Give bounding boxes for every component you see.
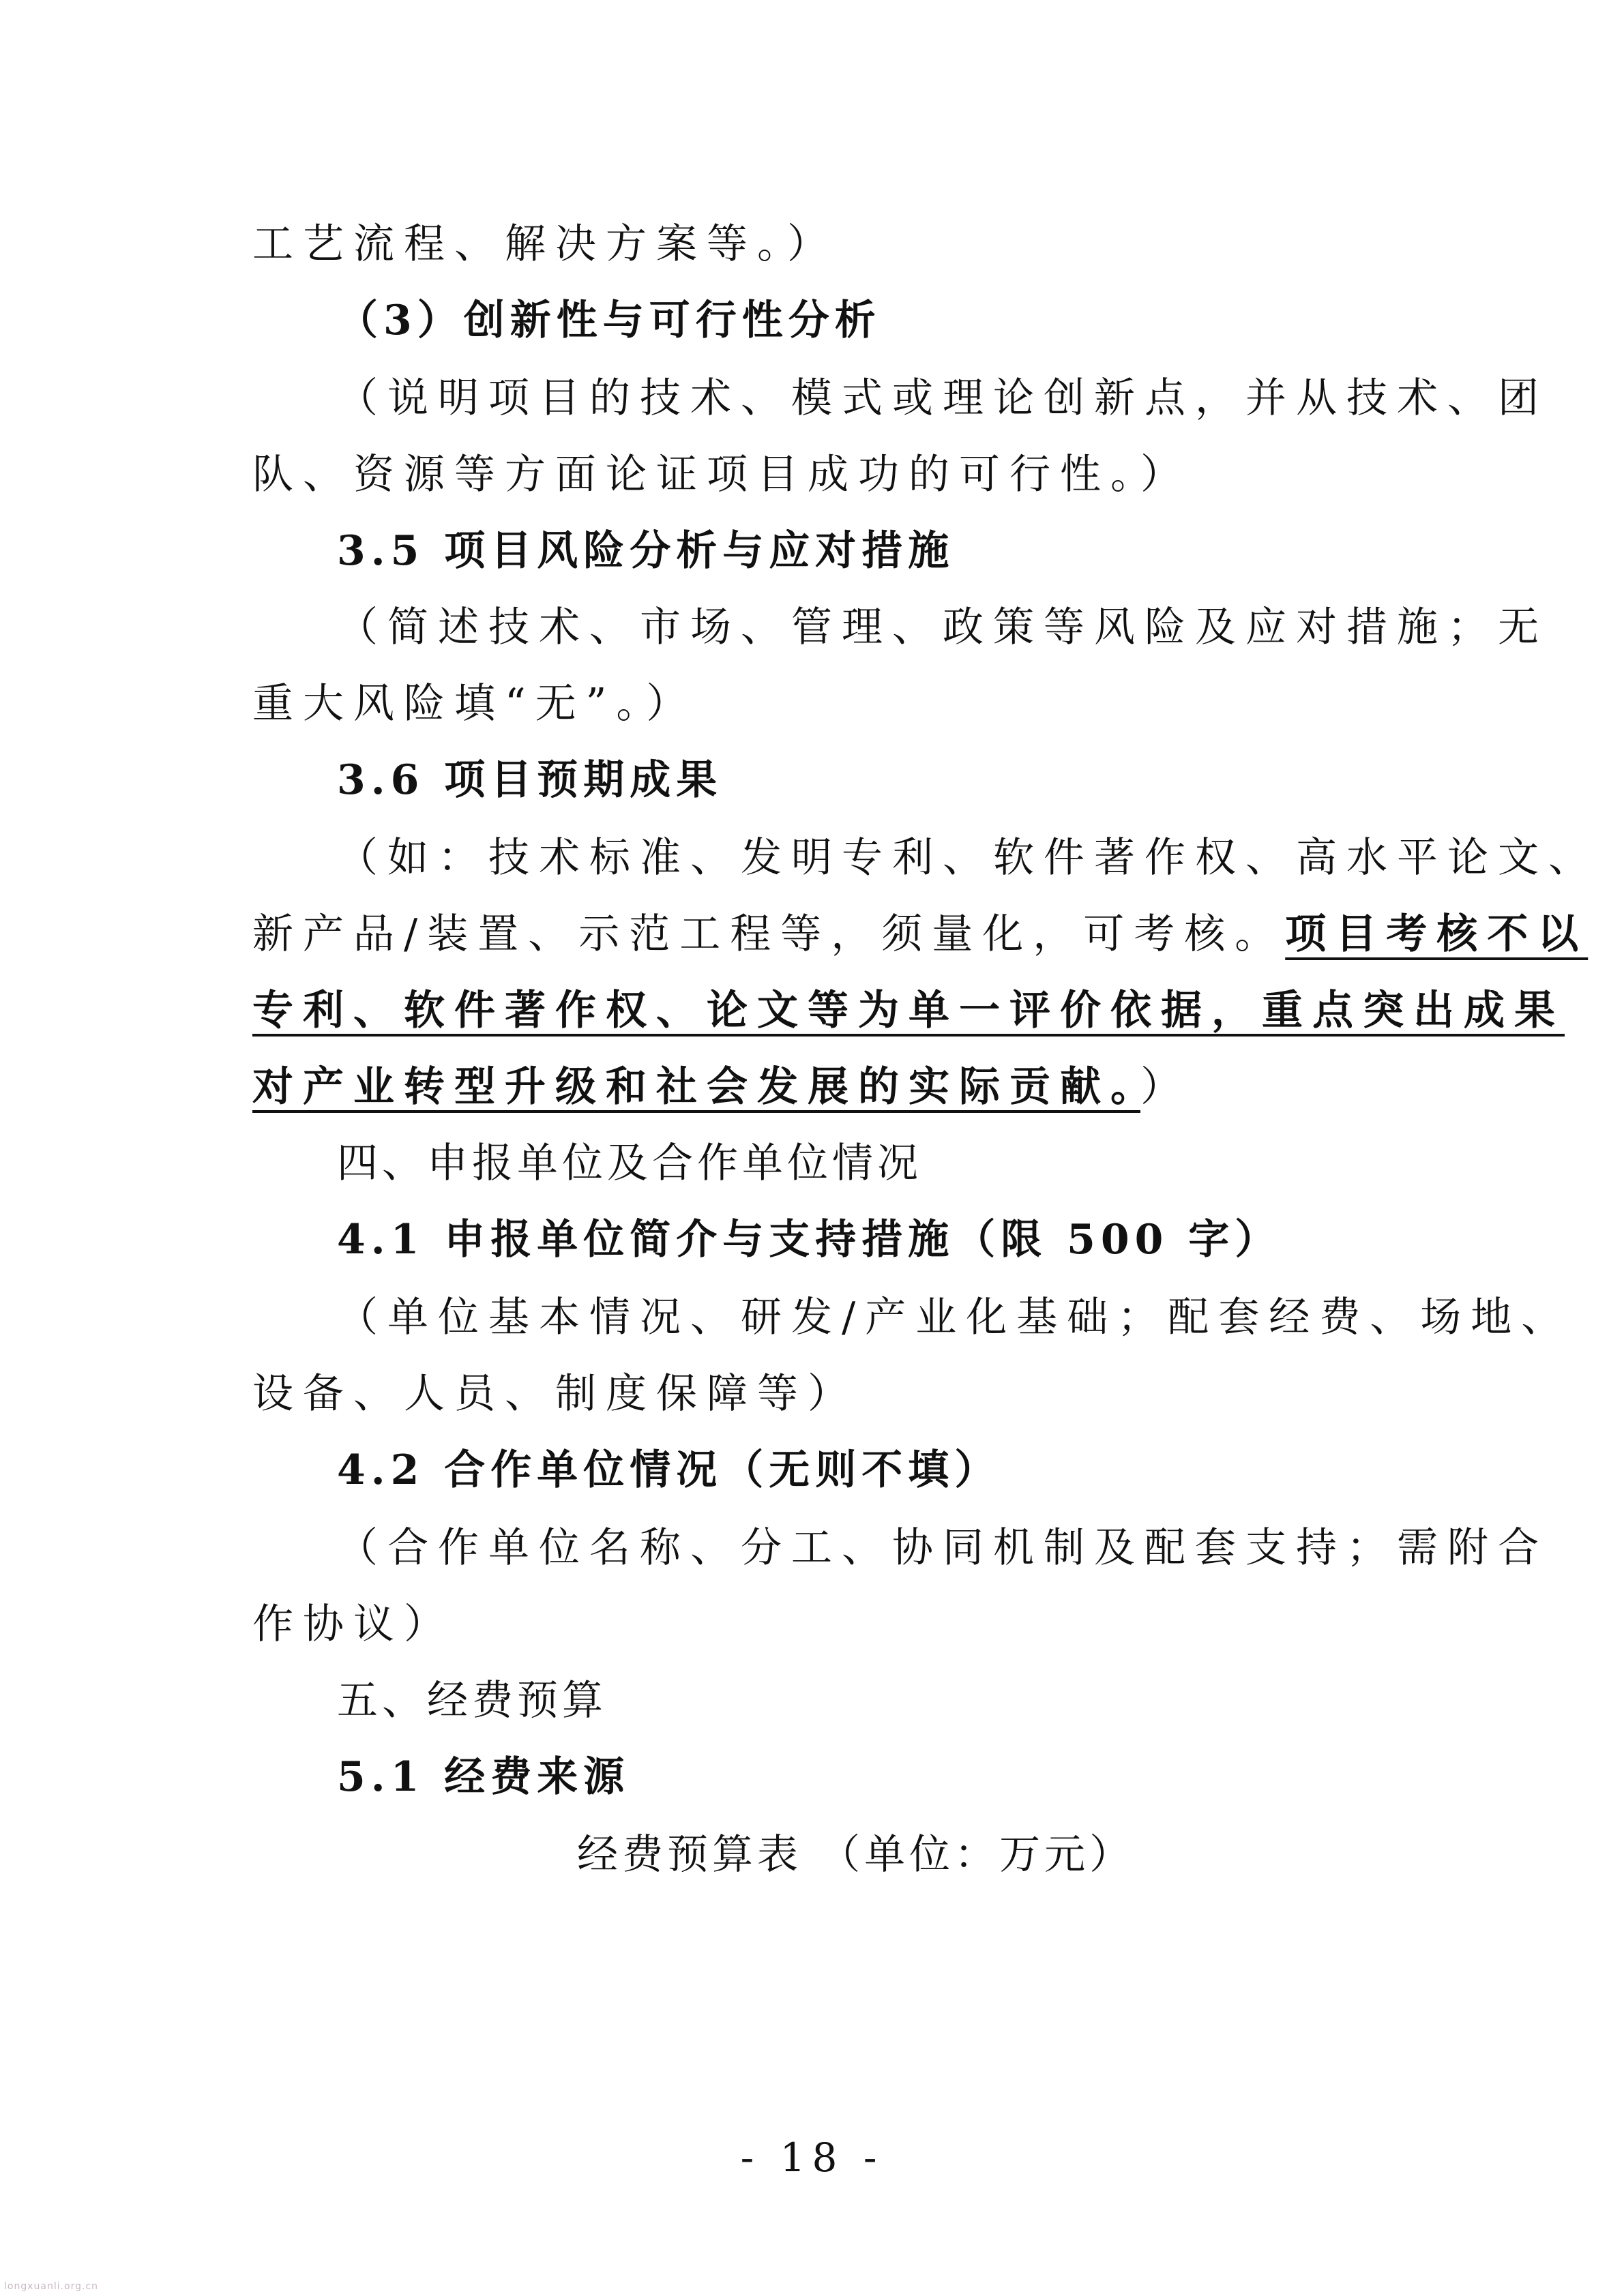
subsection-heading-5-1: 5.1 经费来源 [337, 1753, 630, 1801]
paragraph-line: （单位基本情况、研发/产业化基础；配套经费、场地、 [337, 1294, 1572, 1341]
paragraph-line: 队、资源等方面论证项目成功的可行性。） [252, 451, 1191, 498]
subsection-heading-3-5: 3.5 项目风险分析与应对措施 [337, 527, 955, 575]
paragraph-line: 工艺流程、解决方案等。） [252, 220, 838, 268]
paragraph-line: 重大风险填“无”。） [252, 680, 697, 728]
plain-text: 新产品/装置、示范工程等，须量化，可考核。 [252, 910, 1286, 958]
subsection-heading-4-2: 4.2 合作单位情况（无则不填） [337, 1446, 1001, 1494]
table-caption: 经费预算表 （单位：万元） [577, 1831, 1135, 1879]
paragraph-line [252, 1060, 1191, 1114]
subsection-heading-4-1: 4.1 申报单位简介与支持措施（限 500 字） [337, 1216, 1282, 1264]
plain-text: ） [1140, 1063, 1191, 1111]
paragraph-line [252, 907, 1588, 961]
emphasis-text: 项目考核不以 [1285, 910, 1589, 958]
section-heading-5: 五、经费预算 [337, 1677, 607, 1725]
paragraph-line: 作协议） [252, 1600, 454, 1648]
subsection-heading-3-innovation: （3）创新性与可行性分析 [337, 297, 881, 344]
emphasis-text: 对产业转型升级和社会发展的实际贡献。 [252, 1063, 1140, 1111]
paragraph-line: （如：技术标准、发明专利、软件著作权、高水平论文、 [337, 834, 1599, 882]
subsection-heading-3-6: 3.6 项目预期成果 [337, 756, 723, 804]
paragraph-line: （说明项目的技术、模式或理论创新点，并从技术、团 [337, 374, 1548, 422]
paragraph-line: （简述技术、市场、管理、政策等风险及应对措施；无 [337, 603, 1548, 651]
emphasis-line: 专利、软件著作权、论文等为单一评价依据，重点突出成果 [252, 987, 1565, 1034]
page-number: - 18 - [740, 2134, 884, 2181]
paragraph-line: 设备、人员、制度保障等） [252, 1370, 858, 1418]
watermark: longxuanli.org.cn [4, 2281, 99, 2292]
paragraph-line: （合作单位名称、分工、协同机制及配套支持；需附合 [337, 1524, 1548, 1572]
section-heading-4: 四、申报单位及合作单位情况 [337, 1139, 922, 1187]
